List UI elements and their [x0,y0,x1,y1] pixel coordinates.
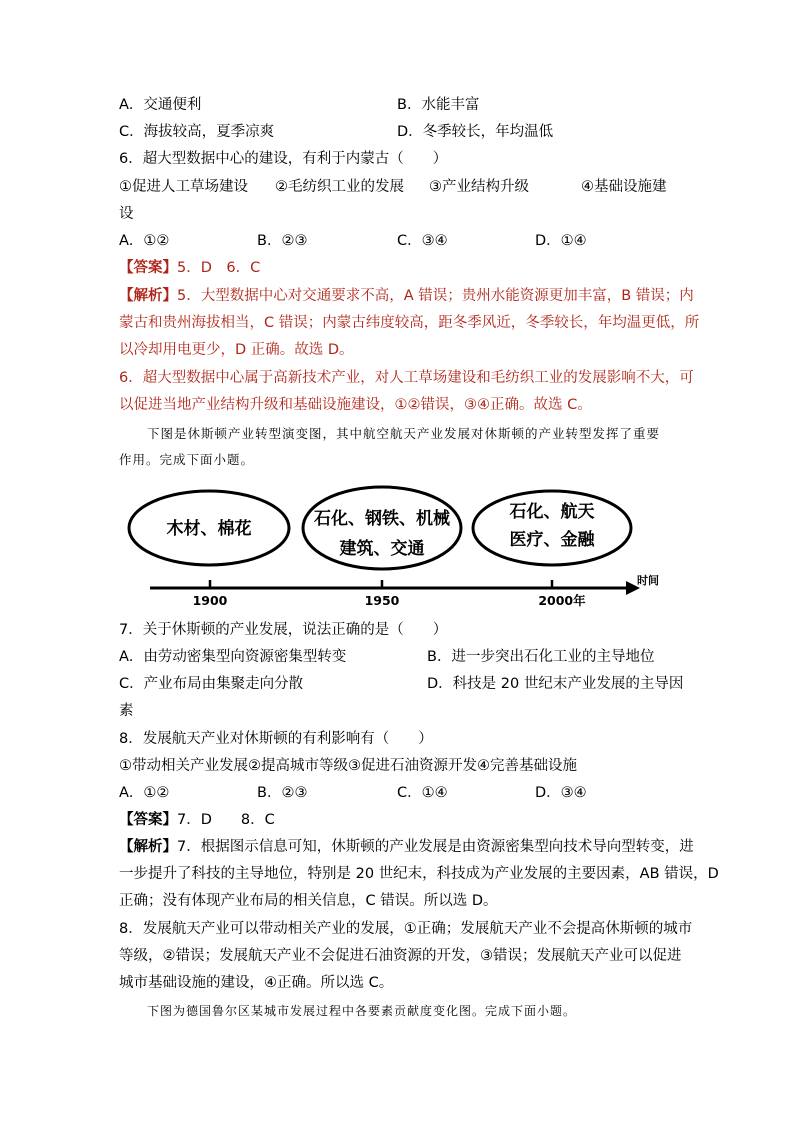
analysis-line: 6．超大型数据中心属于高新技术产业，对人工草场建设和毛纺织工业的发展影响不大，可 [119,370,694,386]
q5-option-a: A．交通便利 [119,97,202,113]
answer-text: 5．D 6．C [177,260,261,276]
answer-block-1 [119,258,260,278]
answer-label: 【答案】 [119,260,177,276]
q6-option-c: C．③④ [397,233,448,249]
stage-2-label-line2: 建筑、交通 [339,539,425,559]
stage-2-label-line1: 石化、钢铁、机械 [314,509,450,529]
q8-stem: 8．发展航天产业对休斯顿的有利影响有（ ） [119,731,433,747]
q6-item-2: ②毛纺织工业的发展 [275,179,404,195]
q6-item-1: ①促进人工草场建设 [119,179,248,195]
analysis-label: 【解析】 [119,288,177,304]
q8-option-b: B．②③ [257,785,308,801]
industry-transformation-figure [118,478,678,614]
q7-option-d-cont: 素 [119,703,134,719]
q6-item-4: ④基础设施建 [581,179,667,195]
tick-label-1950: 1950 [364,593,400,608]
stage-3-label-line2: 医疗、金融 [509,530,595,550]
figure-intro: 作用。完成下面小题。 [119,452,255,467]
q7-option-a: A．由劳动密集型向资源密集型转变 [119,649,347,665]
analysis-line: 8．发展航天产业可以带动相关产业的发展，①正确；发展航天产业不会提高休斯顿的城市 [119,921,693,937]
stage-3-label-line1: 石化、航天 [509,502,595,522]
q6-option-a: A．①② [119,233,170,249]
analysis-label: 【解析】 [119,839,177,855]
q5-option-c: C．海拔较高，夏季凉爽 [119,124,275,140]
q6-option-d: D．①④ [535,233,587,249]
tick-label-2000: 2000年 [538,593,586,608]
q7-stem: 7．关于休斯顿的产业发展，说法正确的是（ ） [119,622,448,638]
answer-label: 【答案】 [119,812,177,828]
analysis-block-2 [119,837,694,857]
figure-intro: 下图是休斯顿产业转型演变图，其中航空航天产业发展对休斯顿的产业转型发挥了重要 [147,426,661,441]
analysis-line: 一步提升了科技的主导地位，特别是 20 世纪末，科技成为产业发展的主要因素，AB 错误，D [119,866,719,882]
tick-label-1900: 1900 [192,593,228,608]
analysis-line: 以促进当地产业结构升级和基础设施建设，①②错误，③④正确。故选 C。 [119,397,592,413]
analysis-block-1 [119,286,694,306]
q5-option-d: D．冬季较长，年均温低 [397,124,554,140]
q5-option-b: B．水能丰富 [397,97,480,113]
q6-stem: 6．超大型数据中心的建设，有利于内蒙古（ ） [119,151,448,167]
answer-block-2 [119,810,275,830]
analysis-line: 等级，②错误；发展航天产业不会促进石油资源的开发，③错误；发展航天产业可以促进 [119,948,682,964]
analysis-line: 7．根据图示信息可知，休斯顿的产业发展是由资源密集型向技术导向型转变，进 [177,839,694,855]
q7-option-d: D．科技是 20 世纪末产业发展的主导因 [427,676,684,692]
q8-items: ①带动相关产业发展②提高城市等级③促进石油资源开发④完善基础设施 [119,758,577,774]
q8-option-a: A．①② [119,785,170,801]
analysis-line: 蒙古和贵州海拔相当，C 错误；内蒙古纬度较高，距冬季风近，冬季较长，年均温更低，所 [119,315,700,331]
answer-text: 7．D 8．C [177,812,275,828]
analysis-line: 以冷却用电更少，D 正确。故选 D。 [119,342,354,358]
q6-item-3: ③产业结构升级 [429,179,529,195]
q6-option-b: B．②③ [257,233,308,249]
q8-option-d: D．③④ [535,785,587,801]
q7-option-c: C．产业布局由集聚走向分散 [119,676,304,692]
stage-1-label: 木材、棉花 [166,519,252,539]
q6-item-4-cont: 设 [119,206,134,222]
analysis-line: 5．大型数据中心对交通要求不高，A 错误；贵州水能资源更加丰富，B 错误；内 [177,288,694,304]
q8-option-c: C．①④ [397,785,448,801]
analysis-line: 城市基础设施的建设，④正确。所以选 C。 [119,975,394,991]
analysis-line: 正确；没有体现产业布局的相关信息，C 错误。所以选 D。 [119,893,498,909]
axis-label: 时间 [637,574,659,587]
q7-option-b: B．进一步突出石化工业的主导地位 [427,649,655,665]
figure-intro-2: 下图为德国鲁尔区某城市发展过程中各要素贡献度变化图。完成下面小题。 [147,1004,577,1018]
